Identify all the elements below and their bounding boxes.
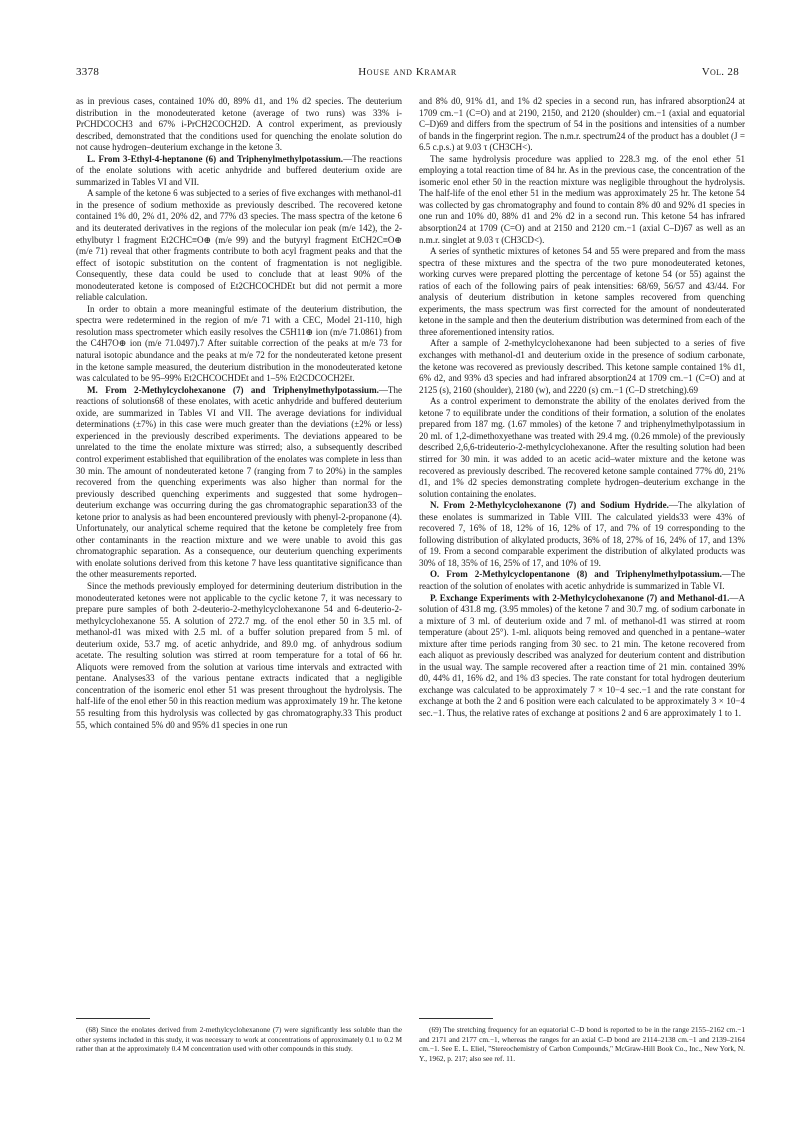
- footnote-divider: [419, 1018, 493, 1019]
- section-heading: M. From 2-Methylcyclohexanone (7) and Triphenylmethylpotassium.: [87, 384, 379, 395]
- paragraph: As a control experiment to demonstrate the ability of the enolates derived from the ketone 7 to equilibrate under the conditions of their formation, a solution of the enolates prepared from 187 mg. (1.67 mmoles) of the ketone 7 and triphenylmethylpotassium in 20 ml. of 1,2-dimethoxyethane was treated with 29.4 mg. (0.26 mmole) of the previously described 2,6,6-trideuterio-2-methylcyclohexanone. After the resulting solution had been stirred for 30 min. it was added to an acetic acid–water mixture and the ketone was recovered as previously described. The recovered ketone sample contained 77% d0, 21% d1, and 1% d2 species demonstrating complete hydrogen–deuterium exchange in the solution containing the enolates.: [419, 396, 745, 499]
- section-O: [419, 569, 745, 592]
- paragraph: A series of synthetic mixtures of ketones 54 and 55 were prepared and from the mass spectra of these mixtures and the spectra of the two pure monodeuterated ketones, working curves were prepared plotting the percentage of ketone 54 (or 55) against the ratios of each of the following pairs of peak intensities: 68/69, 56/57 and 43/44. For analysis of deuterium distribution in ketone samples recovered from quenching experiments, the mass spectrum was first corrected for the amount of nondeuterated ketone in the sample and then the deuterium distribution was determined from each of the three aforementioned intensity ratios.: [419, 246, 745, 337]
- footnote-text: (69) The stretching frequency for an equatorial C–D bond is reported to be in the range 2155–2162 cm.−1 and 2171 and 2177 cm.−1, whereas the ranges for an axial C–D bond are 2114–2138 cm.−1 and 2139–2164 cm.−1. See E. L. Eliel, "Stereochemistry of Carbon Compounds," McGraw-Hill Book Co., Inc., New York, N. Y., 1962, p. 217; also see ref. 11.: [419, 1025, 745, 1063]
- section-heading: P. Exchange Experiments with 2-Methylcyclohexanone (7) and Methanol-d1.: [430, 592, 730, 603]
- section-heading: N. From 2-Methylcyclohexanone (7) and Sodium Hydride.: [430, 500, 669, 511]
- section-text: —The reactions of solutions68 of these enolates, with acetic anhydride and buffered deuterium oxide, are summarized in Tables VI and VII. The average deviations for individual determinations (±7%) in this case were much greater than the deviations (±2% or less) experienced in the previously described experiments. The deviations appeared to be unrelated to the time the enolate mixture was stirred; also, a subsequently described control experiment established that equilibration of the enolates was complete in less than 30 min. The amount of nondeuterated ketone 7 (ranging from 7 to 20%) in the samples recovered from the quenching experiments was also higher than normal for the previously described quenching experiments and suggested that some hydrogen–deuterium exchange was occurring during the gas chromatographic separation33 of the ketone prior to analysis as had been encountered previously with phenyl-2-propanone (4). Unfortunately, our analytical scheme required that the ketone be completely free from other contaminants in the reaction mixture and we were unable to avoid this gas chromatographic separation. As a consequence, our deuterium quenching experiments with enolate solutions derived from this ketone 7 have less quantitative significance than the other measurements reported.: [76, 384, 402, 580]
- section-P: [419, 593, 745, 720]
- footnote-69: [419, 1025, 745, 1063]
- left-column: [76, 96, 402, 731]
- paragraph: A sample of the ketone 6 was subjected to a series of five exchanges with methanol-d1 in the presence of sodium methoxide as previously described. The recovered ketone contained 1% d0, 2% d1, 20% d2, and 77% d3 species. The mass spectra of the ketone 6 and its deuterated derivatives in the regions of the molecular ion peak (m/e 142), the 2-ethylbutyr l fragment Et2CHC≡O⊕ (m/e 99) and the butyryl fragment EtCH2C≡O⊕ (m/e 71) reveal that other fragments contribute to both acyl fragment peaks and that the effect of isotopic substitution on the content of fragmentation is not negligible. Consequently, these data could be used to conclude that at least 90% of the monodeuterated ketone is composed of Et2CHCOCHDEt but did not permit a more reliable calculation.: [76, 188, 402, 303]
- running-title: House and Kramar: [358, 66, 457, 78]
- paragraph: as in previous cases, contained 10% d0, 89% d1, and 1% d2 species. The deuterium distribution in the monodeuterated ketone (average of two runs) was 33% i-PrCHDCOCH3 and 67% i-PrCH2COCH2D. A control experiment, as previously described, demonstrated that the conditions used for quenching the enolate solution do not cause hydrogen–deuterium exchange in the ketone 3.: [76, 96, 402, 153]
- page-number: 3378: [76, 66, 100, 78]
- section-M: [76, 385, 402, 581]
- section-text: —The alkylation of these enolates is summarized in Table VIII. The calculated yields33 were 43% of recovered 7, 16% of 18, 12% of 16, 12% of 17, and 7% of 19 corresponding to the following distribution of alkylated products, 36% of 18, 27% of 16, 24% of 17, and 13% of 19. From a second comparable experiment the distribution of alkylated products was 30% of 18, 35% of 16, 25% of 17, and 10% of 19.: [419, 500, 745, 568]
- paragraph: Since the methods previously employed for determining deuterium distribution in the monodeuterated ketones were not applicable to the cyclic ketone 7, it was necessary to prepare pure samples of both 2-deuterio-2-methylcyclohexanone 54 and 6-deuterio-2-methylcyclohexanone 55. A solution of 272.7 mg. of the enol ether 50 in 3.5 ml. of methanol-d1 was mixed with 2.5 ml. of a buffer solution prepared from 5 ml. of deuterium oxide, 53.7 mg. of acetic anhydride, and 89.0 mg. of anhydrous sodium acetate. The resulting solution was stirred at room temperature for a total of 66 hr. Aliquots were removed from the solution at various time intervals and extracted with pentane. Analyses33 of the various pentane extracts indicated that a negligible concentration of the isomeric enol ether 51 was present throughout the hydrolysis. The half-life of the enol ether 50 in this reaction medium was approximately 19 hr. The ketone 55 resulting from this hydrolysis was collected by gas chromatography.33 This product 55, which contained 5% d0 and 95% d1 species in one run: [76, 580, 402, 730]
- right-column: [419, 96, 745, 720]
- section-heading: O. From 2-Methylcyclopentanone (8) and Triphenylmethylpotassium.: [430, 569, 722, 580]
- section-text: —The reaction of the solution of enolates with acetic anhydride is summarized in Table VI.: [419, 569, 745, 591]
- paragraph: and 8% d0, 91% d1, and 1% d2 species in a second run, has infrared absorption24 at 1709 cm.−1 (C=O) and at 2190, 2150, and 2120 (shoulder) cm.−1 (axial and equatorial C–D)69 and differs from the spectrum of 54 in the positions and intensities of a number of bands in the fingerprint region. The n.m.r. spectrum24 of the product has a doublet (J = 6.5 c.p.s.) at 9.03 τ (CH3CH<).: [419, 96, 745, 153]
- running-header: [76, 66, 739, 82]
- paragraph: After a sample of 2-methylcyclohexanone had been subjected to a series of five exchanges with methanol-d1 and deuterium oxide in the presence of sodium carbonate, the ketone was recovered as previously described. This ketone sample contained 1% d1, 6% d2, and 93% d3 species and had infrared absorption24 at 1709 cm.−1 (C=O) and at 2125 (s), 2160 (shoulder), 2180 (w), and 2220 (s) cm.−1 (C–D stretching).69: [419, 338, 745, 395]
- footnote-divider: [76, 1018, 150, 1019]
- paragraph: The same hydrolysis procedure was applied to 228.3 mg. of the enol ether 51 employing a total reaction time of 84 hr. As in the previous case, the concentration of the isomeric enol ether 50 in the reaction mixture was negligible throughout the hydrolysis. The half-life of the enol ether 51 in the medium was approximately 25 hr. The ketone 54 was collected by gas chromatography and found to contain 8% d0 and 92% d1 species in one run and 10% d0, 88% d1 and 2% d2 in a second run. This ketone 54 has infrared absorption24 at 1709 (C=O) and at 2150 and 2120 cm.−1 (axial C–D)67 as well as an n.m.r. singlet at 9.03 τ (CH3CD<).: [419, 153, 745, 245]
- section-L: [76, 154, 402, 189]
- footnote-68: [76, 1025, 402, 1054]
- section-heading: L. From 3-Ethyl-4-heptanone (6) and Triphenylmethylpotassium.: [87, 153, 344, 164]
- footnote-text: (68) Since the enolates derived from 2-methylcyclohexanone (7) were significantly less soluble than the other systems included in this study, it was necessary to work at concentrations of approximately 0.1 to 0.2 M rather than at the approximately 0.4 M concentration used with other compounds in this study.: [76, 1025, 402, 1054]
- paragraph: In order to obtain a more meaningful estimate of the deuterium distribution, the spectra were redetermined in the region of m/e 71 with a CEC, Model 21-110, high resolution mass spectrometer which easily resolves the C5H11⊕ ion (m/e 71.0861) from the C4H7O⊕ ion (m/e 71.0497).7 After suitable correction of the peaks at m/e 73 for natural isotopic abundance and the peaks at m/e 72 for the nondeuterated ketone present in the ketone sample measured, the deuterium distribution in the monodeuterated ketone was calculated to be 95–99% Et2CHCOCHDEt and 1–5% Et2CDCOCH2Et.: [76, 303, 402, 384]
- section-text: —The reactions of the enolate solutions with acetic anhydride and buffered deuterium oxide are summarized in Tables VI and VII.: [76, 153, 403, 187]
- section-N: [419, 500, 745, 569]
- section-text: —A solution of 431.8 mg. (3.95 mmoles) of the ketone 7 and 30.7 mg. of sodium carbonate in a mixture of 3 ml. of deuterium oxide and 7 ml. of methanol-d1 was stirred at room temperature (about 25°). 1-ml. aliquots being removed and quenched in a pentane–water mixture after time periods ranging from 30 sec. to 21 min. The ketone recovered from each aliquot as previously described was analyzed for deuterium content and distribution in the usual way. The sample recovered after a reaction time of 21 min. contained 39% d0, 44% d1, 16% d2, and 1% d3 species. The rate constant for total hydrogen deuterium exchange was calculated to be approximately 7 × 10−4 sec.−1 and the rate constant for exchange at both the 2 and 6 position were each calculated to be approximately 3 × 10−4 sec.−1. Thus, the relative rates of exchange at positions 2 and 6 are approximately 1 to 1.: [419, 592, 745, 718]
- volume-label: Vol. 28: [701, 66, 739, 78]
